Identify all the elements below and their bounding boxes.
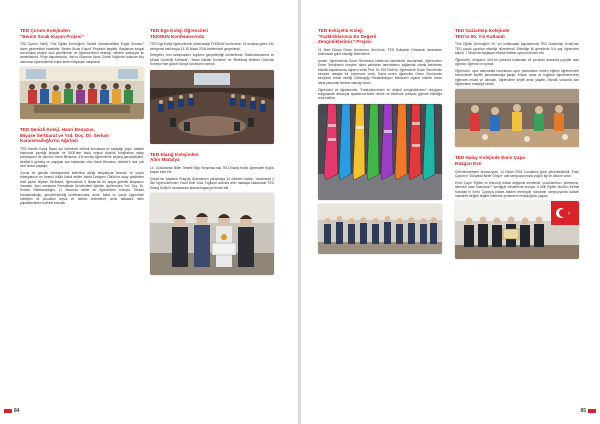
paragraph: Öğrenciler ve öğretmenler, “Farklılıklarımızın en değerli zenginliklerimiz” olduğunu vurgulamak amacıyla ayaklarına farklı renkte ve desende çoraplar giyerek etkinliğe renk kattılar.: [318, 87, 442, 101]
paragraph: Amacı, öğrencilerde Down Sendromu hakkında farkındalık oluşturmak, öğrencilerin Down Sendromlu bireyleri daha yakından tanımalarını sağlamak olarak belirlenen etkinlik kapsamında öğrenci velisi Prof. Dr. Elif Tekin'in, öğrencilere Down Sendromlu bireyleri anlatan bir konferans verdi. Daha sonra öğrenciler Down Sendromlu bireylerin temel veriliği Gökkuşağı Rehabilitasyon Merkezini ziyaret ederek onları daha yakından tanıma olanağı buldu.: [318, 59, 442, 85]
paragraph: Öğrenciler, spor salonunda hazırlanan oyun parkurlarını beden eğitimi öğretmenleri kontrolünde keyifle tamamlamaya çalıştı. Müzik, dans ve İngilizce öğretmenlerinin eğlenceli müzik ve dansları, öğrencilere keyifli anlar yaşattı. Etkinlik sonunda tüm öğrencilere madalya verildi.: [455, 69, 579, 87]
paragraph: TED Çorum Koleji, Türk Eğitim Derneğinin “Maddi Olanaksızlıklar Engel Olmasın” diyen gelenekten hareketle “Benim Sıcak Kuşım” Projesini başlattı. Başlatılan sosyal sorumluluk projesi okul yönetiminin ve öğretmenlerin desteği, velilerin katkısıyla ile tamamlanda. Proje kapsamında, Van'ın Gürpınar ilçesi Güven köyünde bulunan köy okulunun öğrencilerinin kışlık temel ihtiyaçları karşılandı.: [20, 42, 144, 64]
article-ege: [150, 28, 274, 144]
paragraph: Delegeler, tüm tartışmaların İngilizce gerçekleştiği konferansta “Silahsızlandırma ve Ulusal Güvenlik Komitesi”, “İnsan Hakları Komitesi” ve “Birleşmiş Milletler Güvenlik Konseyi”nde güncel dünya sorunlarını tartıştı.: [150, 53, 274, 67]
stage-group-photo: [455, 201, 579, 259]
article-body: [455, 170, 579, 199]
paragraph: TED Denizli Koleji Nisan ayı içerisinde önemli konuklara ev sahipliği yaptı. Atatürk hakkında yazdığı kitaplar ve 5000'den fazla orijinal Atatürk fotoğrafına sahip koleksiyonu ile tanınan Hanri Benazus, 4'lü sınıfta öğrencilerle söyleşi gerçekleştirdi. Atatürk'ü görmüş ve yaşayan son kişilerden olan Hanri Benazus, Atatürk'e dair çok özel anılar paylaştı.: [20, 146, 144, 169]
title-line: Zenginliklerimiz” Projesi: [318, 39, 372, 45]
students-group-photo: [318, 204, 442, 254]
article-body: [318, 48, 442, 101]
title-line: TEKMUN Konferansı'nda: [150, 33, 205, 39]
title-line: TED Çorum Kolejinden: [20, 28, 71, 33]
article-body: [455, 42, 579, 86]
page-number: 85: [580, 408, 596, 414]
photo-eskisehir-group: [318, 204, 442, 254]
title-line: TED Gaziantep Kolejinde: [455, 28, 510, 33]
photo-eskisehir-socks: [318, 104, 442, 200]
article-title: [318, 28, 442, 45]
article-body: [20, 42, 144, 64]
title-line: Miyase Sertbarut ve Yrd. Doç. Dr. Serkan: [20, 132, 109, 138]
paragraph: 21 Mart Dünya Down Sendromu Günü'nde, TED Eskişehir Ortaokulu tarafından farkındalık günü etkinliği düzenlendi.: [318, 47, 442, 57]
article-body: [150, 166, 274, 190]
title-line: TED Eskişehir Koleji: [318, 28, 363, 33]
article-title: [455, 155, 579, 166]
paragraph: 14. Uluslararası Bilim Temelli Bilgi Yarışması'nda TED Elazığ Koleji öğrencileri büyük başarı elde etti.: [150, 165, 274, 175]
paragraph: Öğrenciler, dünyanın dört bir yanında kullanılan ve çocuklar arasında popüler olan oyunları öğrendi ve oynadı.: [455, 57, 579, 67]
article-elazig: [150, 152, 274, 276]
article-body: [20, 147, 144, 206]
title-line: TED Denizli Koleji, Hanri Benazus,: [20, 126, 95, 132]
title-line: “Farklılıklarımız En Değerli: [318, 33, 377, 39]
paragraph: Çocuk ve gençlik edebiyatında kalemine aldığı kitaplarıyla tanınan ve çocuk edebiyatının en önemli ödülü kabul edilen Astrid Lindgren Ödülü'ne aday gösterilen ünlü yazar Miyase Sertbarut, öğrencilerle 9 Nisan'da bir araya gelerek kitaplarını imzaladı. Aynı zamanda Pamukkale Üniversitesi öğretim üyelerinden Yrd. Doç. Dr. Serkan Karaismailoğlu, 11 Nisan'da veliler ve öğrencilerle buluştu. Serkan Karaismailoğlu, gerçekleştirdiği konferansında, anne, baba ve çocuk üçgeninde etkileşim ve çocukları teşvik ve ödülün önemlerini, anne babalara neler yapabilecekleri üzerine konuştu.: [20, 171, 144, 206]
title-line: Altın Madalya: [150, 157, 180, 163]
right-page: [301, 0, 600, 424]
article-title: [20, 28, 144, 39]
paragraph: TED Ege Koleji öğrencilerinin düzenlediği TEKMUN Konferansı, 18 okuldan gelen 190 delegenin katılımıyla 13-15 Nisan 2018 tarihlerinde gerçekleşti.: [150, 42, 274, 51]
paragraph: Türk Eğitim Derneğinin 90. yılı kutlamaları kapsamında TED Gaziantep Koleji'nde TED çocuk oyunları etkinliği düzenlendi. Etkinliğe ilk genelinde 5-6 yaş öğrencileri katıldı. 7 Nisan'da başlayan etkinlik haftası oyunca devam etti.: [455, 42, 579, 55]
right-column-1: [318, 28, 442, 262]
conference-hall-photo: [150, 70, 274, 144]
article-body: [150, 42, 274, 66]
right-column-2: [455, 28, 579, 267]
photo-gaziantep-games: [455, 89, 579, 147]
photo-corum-students: [20, 67, 144, 119]
paragraph: Emin Çapa “Eğitim ve teknoloji dikkat değişime kendimizi, çocuklarımızı, şirketimizi, ülkemizi nasıl hazırlarız?” içeriğiyle misafirlerle buluştu. İl Milli Eğitim Müdürü Kemal Karahan'ın Emin Çapa'ya plaket takdim etmesiyle sonlanan sempozyuma katılan misafirler değerli bilgiler edinerek ayrılmanın mutluluğunu yaşadı.: [455, 180, 579, 198]
title-line: TED Elazığ Kolejinden: [150, 151, 199, 157]
page-number: 84: [4, 408, 20, 414]
colorful-socks-photo: [318, 104, 442, 200]
classroom-photo: [20, 67, 144, 119]
left-column-2: [150, 28, 274, 283]
title-line: Rüzgarı Esti: [455, 161, 482, 167]
paragraph: Gelenekselleşen sempozyum, 14 Nisan 2018 Cumartesi günü gerçekleştirildi. Emin Çapa'nın “Dünyada Neler Oluyor” adlı sempozyumuna yoğun ilgi ve katılım vardı.: [455, 169, 579, 178]
left-page: [0, 0, 299, 424]
photo-ege-conference: [150, 70, 274, 144]
award-group-photo: [150, 193, 274, 275]
paragraph: Çekya'nın başkenti Prag'da düzenlenen yarışmaya 10 ülkeden katıldı. Yarışmada 2 lise öğrencilerinden Yusuf Ekin Kola, İngilizce dalında altın madalya kazanarak TED Elazığ Koleji'ni uluslararası alanda başarıyla temsil etti.: [150, 176, 274, 190]
article-hatay: [455, 155, 579, 259]
article-title: [150, 28, 274, 39]
title-line: Karaismailoğlu'nu Ağırladı: [20, 138, 78, 144]
article-gaziantep: [455, 28, 579, 147]
kids-playing-photo: [455, 89, 579, 147]
left-column-1: [20, 28, 144, 208]
title-line: “Benim Sıcak Kuşım Projesi”: [20, 33, 84, 39]
photo-hatay-symposium: [455, 201, 579, 259]
title-line: TED Ege Koleji Öğrencileri: [150, 28, 209, 33]
article-eskisehir: [318, 28, 442, 254]
article-denizli: [20, 127, 144, 206]
article-title: [20, 127, 144, 144]
title-line: TED Hatay Kolejinde Emin Çapa: [455, 155, 525, 161]
photo-elazig-medal: [150, 193, 274, 275]
title-line: TED'in 90. Yılı Kutlandı: [455, 33, 505, 39]
article-title: [150, 152, 274, 163]
article-title: [455, 28, 579, 39]
article-corum: [20, 28, 144, 119]
